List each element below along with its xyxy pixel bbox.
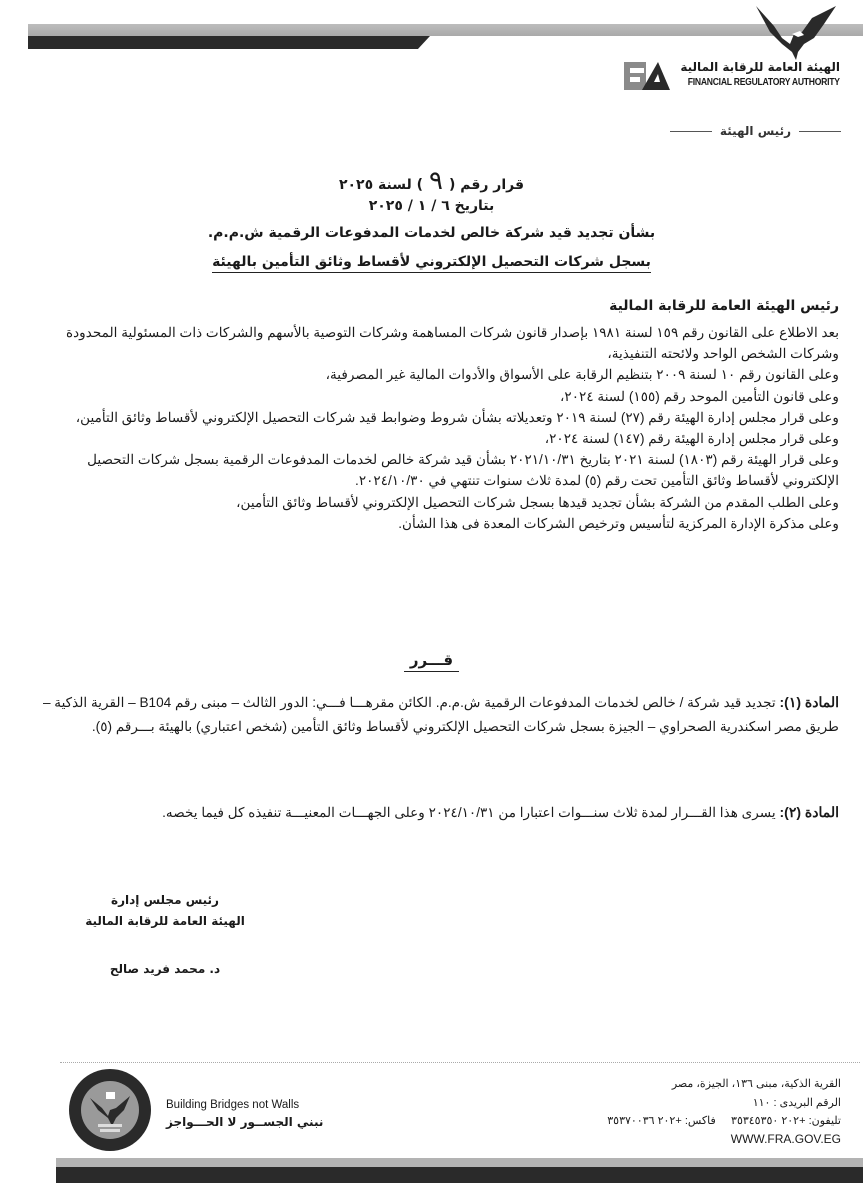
footer-bar-dark (56, 1167, 863, 1183)
footer-bar-light (56, 1158, 863, 1167)
preamble (39, 322, 839, 534)
preamble-clause: وعلى قرار مجلس إدارة الهيئة رقم (٢٧) لسنة ٢٠١٩ وتعديلاته بشأن شروط وضوابط قيد شركات التحصيل الإلكتروني لأقساط وثائق التأمين، (75, 409, 839, 425)
article-label: المادة (٢): (779, 804, 839, 820)
fra-logo-mark-icon (624, 60, 672, 92)
org-name-english: FINANCIAL REGULATORY AUTHORITY (687, 77, 840, 88)
preamble-clause: وعلى الطلب المقدم من الشركة بشأن تجديد قيدها بسجل شركات التحصيل الإلكتروني لأقساط وثائق التأمين، (236, 494, 839, 510)
decree-number-line (0, 166, 863, 196)
fra-seal-icon (68, 1068, 152, 1152)
decree-subject-line-2 (0, 254, 863, 270)
footer-divider (60, 1062, 860, 1063)
decree-subject-line-2-text: بسجل شركات التحصيل الإلكتروني لأقساط وثائق التأمين بالهيئة (212, 254, 651, 273)
header-bar-dark (28, 36, 430, 49)
eagle-icon (752, 4, 838, 60)
slogan-english: Building Bridges not Walls (166, 1099, 300, 1111)
preamble-clause: وعلى القانون رقم ١٠ لسنة ٢٠٠٩ بتنظيم الرقابة على الأسواق والأدوات المالية غير المصرفية، (325, 367, 839, 383)
preamble-clause: بعد الاطلاع على القانون رقم ١٥٩ لسنة ١٩٨١ بإصدار قانون شركات المساهمة وشركات التوصية بالأسهم والشركات ذات المسئولية المحدودة وشركات الشخص الواحد ولائحته التنفيذية، (65, 325, 839, 362)
phone-number: +٢٠٢ ٣٥٣٤٥٣٥٠ (731, 1115, 806, 1127)
fax-number: +٢٠٢ ٣٥٣٧٠٠٣٦ (607, 1115, 682, 1127)
title-rule-right (799, 131, 841, 132)
signatory-title-line-1: رئيس مجلس إدارة (111, 893, 219, 907)
office-title-text: رئيس الهيئة (719, 124, 791, 138)
decree-subject-line-1: بشأن تجديد قيد شركة خالص لخدمات المدفوعات الرقمية ش.م.م. (207, 225, 656, 241)
slogan-arabic: نبني الجســور لا الحـــواجز (166, 1115, 324, 1129)
header-bar-light (28, 24, 863, 36)
decree-number-prefix: قرار رقم ( (448, 177, 525, 193)
article-text: تجديد قيد شركة / خالص لخدمات المدفوعات الرقمية ش.م.م. الكائن مقرهـــا فـــي: الدور الثالث – مبنى رقم B104 – القرية الذكية – طريق مصر اسكندرية الصحراوي – الجيزة بسجل شركات التحصيل الإلكتروني لأقساط وثائق التأمين (شخص اعتباري) بالهيئة بـــرقم (٥). (42, 695, 839, 734)
decided-heading (0, 651, 863, 669)
authority-heading: رئيس الهيئة العامة للرقابة المالية (609, 298, 839, 314)
fax-label: فاكس: (684, 1115, 716, 1127)
office-title (670, 124, 841, 138)
decree-date: بتاريخ ٦ / ١ / ٢٠٢٥ (368, 198, 495, 214)
article-label: المادة (١): (779, 694, 839, 710)
signatory-title-line-2: الهيئة العامة للرقابة المالية (85, 914, 245, 928)
org-name-arabic: الهيئة العامة للرقابة المالية (680, 60, 840, 74)
decree-number: ٩ (428, 166, 443, 195)
article-text: يسرى هذا القـــرار لمدة ثلاث سنـــوات اعتبارا من ٢٠٢٤/١٠/٣١ وعلى الجهـــات المعنيـــة تنفيذه كل فيما يخصه. (162, 805, 776, 820)
decided-heading-text: قـــرر (404, 651, 459, 672)
phone-label: تليفون: (808, 1115, 841, 1127)
postal-code: الرقم البريدى : ١١٠ (752, 1097, 841, 1109)
article-1 (39, 690, 839, 739)
article-2 (39, 800, 839, 825)
signatory-name: د. محمد فريد صالح (109, 962, 221, 976)
preamble-clause: وعلى قانون التأمين الموحد رقم (١٥٥) لسنة ٢٠٢٤، (560, 388, 839, 404)
address-line-1: القرية الذكية، مبنى ١٣٦، الجيزة، مصر (671, 1078, 841, 1090)
title-rule-left (670, 131, 712, 132)
preamble-clause: وعلى قرار مجلس إدارة الهيئة رقم (١٤٧) لسنة ٢٠٢٤، (544, 431, 839, 447)
preamble-clause: وعلى مذكرة الإدارة المركزية لتأسيس وترخيص الشركات المعدة فى هذا الشأن. (398, 515, 839, 531)
website-link[interactable]: WWW.FRA.GOV.EG (730, 1132, 841, 1146)
contact-numbers (607, 1114, 841, 1127)
fra-logo (624, 60, 840, 94)
decree-year: ) لسنة ٢٠٢٥ (338, 177, 423, 193)
preamble-clause: وعلى قرار الهيئة رقم (١٨٠٣) لسنة ٢٠٢١ بتاريخ ٢٠٢١/١٠/٣١ بشأن قيد شركة خالص لخدمات المدفوعات الرقمية بسجل شركات التحصيل الإلكتروني لأقساط وثائق التأمين تحت رقم (٥) لمدة ثلاث سنوات تنتهي في ٢٠٢٤/١٠/٣٠. (87, 452, 839, 489)
